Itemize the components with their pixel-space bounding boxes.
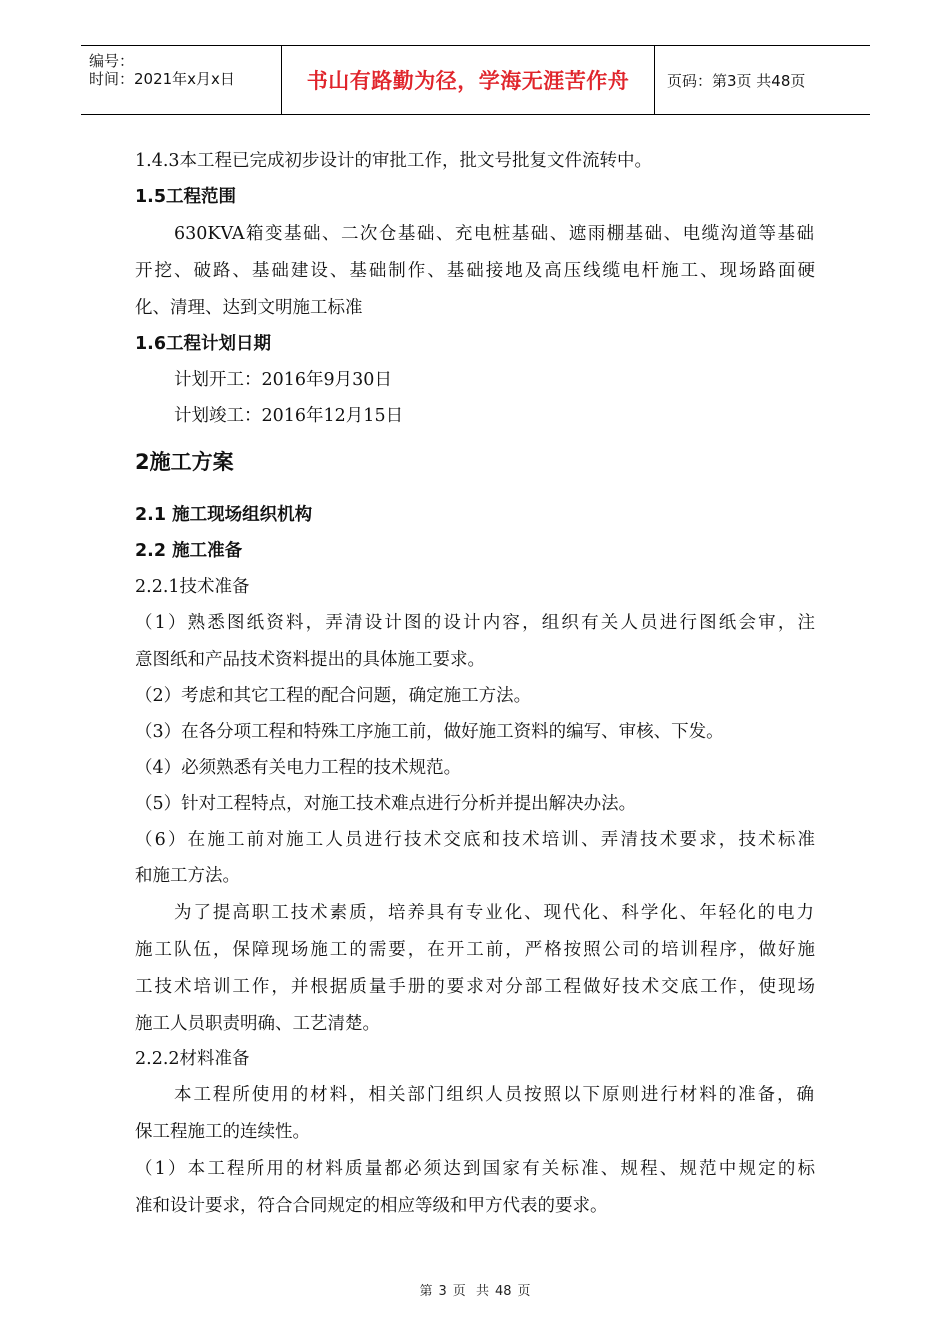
footer-page-number: 3 — [438, 1284, 447, 1299]
plan-finish-date: 计划竣工：2016年12月15日 — [174, 406, 404, 426]
paragraph-line: 630KVA箱变基础、二次仓基础、充电桩基础、遮雨棚基础、电缆沟道等基础 — [174, 224, 814, 244]
header-number-label: 编号： — [89, 52, 135, 70]
list-item-line: （5）针对工程特点，对施工技术难点进行分析并提出解决办法。 — [135, 794, 637, 814]
header-time-label: 时间：2021年x月x日 — [89, 70, 235, 88]
list-item-line: （1）熟悉图纸资料，弄清设计图的设计内容，组织有关人员进行图纸会审，注 — [135, 613, 815, 633]
paragraph-line: 化、清理、达到文明施工标准 — [135, 298, 363, 318]
paragraph-line: 为了提高职工技术素质，培养具有专业化、现代化、科学化、年轻化的电力 — [174, 903, 814, 923]
list-item-line: 准和设计要求，符合合同规定的相应等级和甲方代表的要求。 — [135, 1196, 608, 1216]
list-item-line: （2）考虑和其它工程的配合问题，确定施工方法。 — [135, 686, 532, 706]
footer-word: 页 — [452, 1284, 466, 1299]
page-footer — [0, 1280, 950, 1299]
footer-total-pages: 48 — [494, 1284, 512, 1299]
list-item-line: 和施工方法。 — [135, 866, 240, 886]
paragraph-line: 工技术培训工作，并根据质量手册的要求对分部工程做好技术交底工作，使现场 — [135, 977, 815, 997]
section-heading-1-6: 1.6工程计划日期 — [135, 334, 272, 354]
subsection-heading-2-2-1: 2.2.1技术准备 — [135, 577, 250, 597]
header-page-code: 页码：第3页 共48页 — [667, 71, 806, 90]
list-item-line: （4）必须熟悉有关电力工程的技术规范。 — [135, 758, 462, 778]
subsection-heading-2-2-2: 2.2.2材料准备 — [135, 1049, 250, 1069]
footer-word: 第 — [419, 1284, 433, 1299]
section-heading-2-2: 2.2 施工准备 — [135, 541, 243, 561]
chapter-heading-2: 2施工方案 — [135, 450, 234, 474]
paragraph-line: 保工程施工的连续性。 — [135, 1122, 310, 1142]
plan-start-date: 计划开工：2016年9月30日 — [174, 370, 392, 390]
section-heading-2-1: 2.1 施工现场组织机构 — [135, 505, 313, 525]
list-item-line: （1）本工程所用的材料质量都必须达到国家有关标准、规程、规范中规定的标 — [135, 1159, 815, 1179]
paragraph-line: 本工程所使用的材料，相关部门组织人员按照以下原则进行材料的准备，确 — [174, 1085, 814, 1105]
header-meta-cell — [81, 46, 282, 114]
list-item-line: （6）在施工前对施工人员进行技术交底和技术培训、弄清技术要求，技术标准 — [135, 830, 815, 850]
paragraph-line: 施工人员职责明确、工艺清楚。 — [135, 1014, 380, 1034]
paragraph-line: 开挖、破路、基础建设、基础制作、基础接地及高压线缆电杆施工、现场路面硬 — [135, 261, 815, 281]
page-header — [81, 45, 870, 115]
header-motto: 书山有路勤为径，学海无涯苦作舟 — [306, 69, 630, 93]
footer-word: 共 — [475, 1284, 489, 1299]
list-item-line: （3）在各分项工程和特殊工序施工前，做好施工资料的编写、审核、下发。 — [135, 722, 724, 742]
paragraph-line: 施工队伍，保障现场施工的需要，在开工前，严格按照公司的培训程序，做好施 — [135, 940, 815, 960]
footer-word: 页 — [517, 1284, 531, 1299]
section-heading-1-5: 1.5工程范围 — [135, 187, 237, 207]
text-line: 1.4.3本工程已完成初步设计的审批工作，批文号批复文件流转中。 — [135, 151, 653, 171]
list-item-line: 意图纸和产品技术资料提出的具体施工要求。 — [135, 650, 485, 670]
header-motto-cell — [282, 46, 655, 114]
